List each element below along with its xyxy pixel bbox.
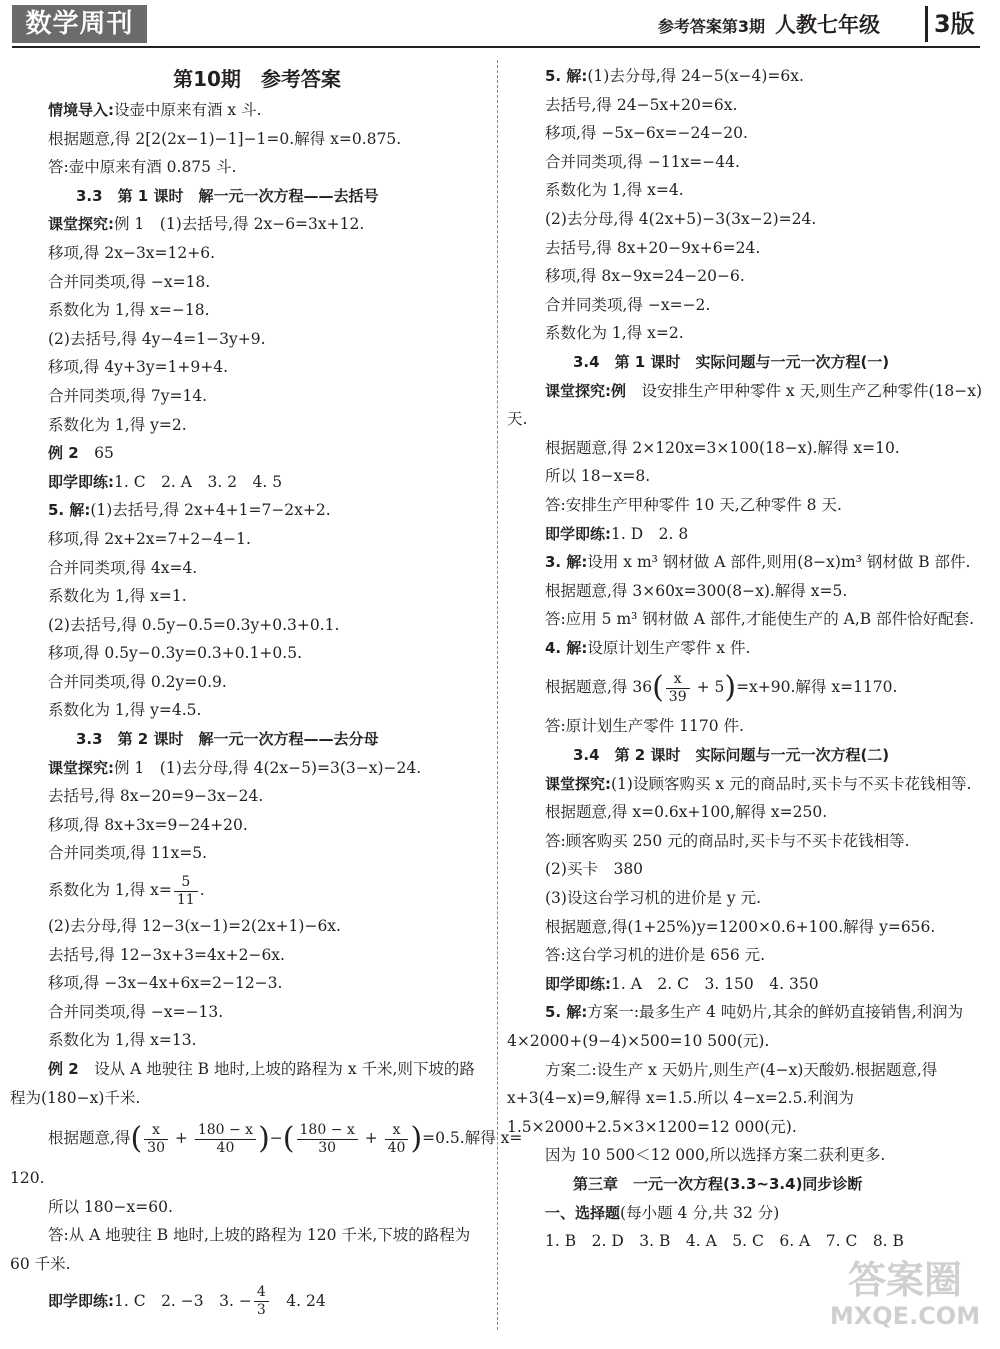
intro-line: 情境导入:设壶中原来有酒 x 斗. (48, 101, 262, 119)
answer-line: 移项,得 8x+3x=9−24+20. (48, 815, 248, 834)
answer-line: 3. 解:设用 x m³ 钢材做 A 部件,则用(8−x)m³ 钢材做 B 部件. (545, 553, 971, 572)
answer-line: (2)去分母,得 12−3(x−1)=2(2x+1)−6x. (48, 917, 341, 936)
answer-paragraph: 课堂探究:(1)设顾客购买 x 元的商品时,买卡与不买卡花钱相等. (545, 774, 972, 793)
answer-line: 根据题意,得 2×120x=3×100(18−x).解得 x=10. (545, 438, 900, 457)
choice-answers: 1. B 2. D 3. B 4. A 5. C 6. A 7. C 8. B (545, 1232, 904, 1251)
grade-label: 人教七年级 (775, 13, 880, 37)
header-rule (12, 46, 980, 48)
section-heading: 3.3 第 1 课时 解一元一次方程——去括号 (76, 186, 379, 205)
answer-paragraph: 5. 解:方案一:最多生产 4 吨奶片,其余的鲜奶直接销售,利润为 4×2000+(9−4)×500=10 500(元). (507, 1003, 964, 1050)
practice-answers: 即学即练:1. D 2. 8 (545, 524, 689, 543)
answer-line: 答:安排生产甲种零件 10 天,乙种零件 8 天. (545, 495, 842, 514)
answer-line: (2)去分母,得 4(2x+5)−3(3x−2)=24. (545, 209, 817, 228)
practice-answers: 即学即练:1. C 2. −3 3. − $\frac{4}{3}$ 4. 24 (48, 1284, 326, 1319)
answer-line: 5. 解:(1)去分母,得 24−5(x−4)=6x. (545, 67, 804, 85)
answer-line: 5. 解:(1)去括号,得 2x+4+1=7−2x+2. (48, 501, 331, 520)
answer-line: 根据题意,得 2[2(2x−1)−1]−1=0.解得 x=0.875. (48, 129, 402, 148)
page-title: 第10期 参考答案 (173, 67, 341, 91)
answer-paragraph: 答:应用 5 m³ 钢材做 A 部件,才能使生产的 A,B 部件恰好配套. (545, 610, 975, 629)
answer-line: 移项,得 −5x−6x=−24−20. (545, 124, 748, 143)
answer-paragraph: 答:从 A 地驶往 B 地时,上坡的路程为 120 千米,下坡的路程为 60 千米. (10, 1226, 471, 1273)
watermark-logo (820, 1258, 990, 1338)
answer-line: 移项,得 −3x−4x+6x=2−12−3. (48, 974, 283, 993)
chapter-heading: 第三章 一元一次方程(3.3~3.4)同步诊断 (573, 1174, 863, 1193)
newspaper-brand: 数学周刊 (12, 5, 147, 43)
answer-paragraph: 例 2 设从 A 地驶往 B 地时,上坡的路程为 x 千米,则下坡的路程为(180−x)千米. (10, 1060, 475, 1107)
fraction: $\frac{5}{11}$ (174, 874, 198, 909)
answer-line: (3)设这台学习机的进价是 y 元. (545, 889, 761, 908)
answer-line: 课堂探究:例 1 (1)去分母,得 4(2x−5)=3(3−x)−24. (48, 758, 422, 777)
answer-line: (2)去括号,得 0.5y−0.5=0.3y+0.3+0.1. (48, 615, 340, 634)
fraction: $\frac{x}{30}$ (144, 1122, 168, 1157)
answer-line: 系数化为 1,得 x=2. (545, 324, 684, 343)
equation-line: 根据题意,得( $\frac{x}{30}$ + $\frac{180 - x}{40}$ )−( $\frac{180 - x}{30}$ + $\frac{x}{40}$ )=0.5.解得 x= (48, 1121, 523, 1157)
answer-line: 移项,得 2x−3x=12+6. (48, 243, 216, 262)
answer-line: 答:壶中原来有酒 0.875 斗. (48, 158, 237, 177)
fraction: $\frac{x}{39}$ (666, 671, 690, 706)
answer-line: 去括号,得 8x−20=9−3x−24. (48, 787, 264, 806)
answer-line: (2)买卡 380 (545, 860, 644, 879)
page-header (0, 0, 1000, 48)
answer-line: 系数化为 1,得 x=13. (48, 1031, 197, 1050)
answer-line: 合并同类项,得 −11x=−44. (545, 152, 740, 171)
answer-line: 系数化为 1,得 y=2. (48, 415, 187, 434)
answer-line: 合并同类项,得 −x=−13. (48, 1002, 224, 1021)
answer-line: 答:顾客购买 250 元的商品时,买卡与不买卡花钱相等. (545, 831, 910, 850)
answer-line: 合并同类项,得 0.2y=0.9. (48, 672, 227, 691)
answer-line: 移项,得 8x−9x=24−20−6. (545, 267, 745, 286)
watermark-text: 答案圈 (847, 1258, 962, 1302)
answer-line: 课堂探究:例 1 (1)去括号,得 2x−6=3x+12. (48, 215, 365, 234)
edition-label: 3版 (934, 10, 975, 38)
answer-line: 去括号,得 12−3x+3=4x+2−6x. (48, 945, 285, 964)
issue-info (658, 10, 880, 42)
right-column (507, 62, 985, 1256)
answer-line: (2)去括号,得 4y−4=1−3y+9. (48, 329, 266, 348)
fraction: $\frac{180 - x}{30}$ (297, 1122, 358, 1157)
practice-answers: 即学即练:1. C 2. A 3. 2 4. 5 (48, 472, 283, 491)
answer-line: 根据题意,得 3×60x=300(8−x).解得 x=5. (545, 581, 848, 600)
answer-line: 根据题意,得(1+25%)y=1200×0.6+100.解得 y=656. (545, 917, 936, 936)
answer-line: 答:这台学习机的进价是 656 元. (545, 946, 766, 965)
practice-answers: 即学即练:1. A 2. C 3. 150 4. 350 (545, 974, 819, 993)
answer-line: 系数化为 1,得 x=1. (48, 587, 187, 606)
answer-line: 所以 180−x=60. (48, 1197, 173, 1216)
section-label: 一、选择题(每小题 4 分,共 32 分) (545, 1203, 780, 1222)
answer-line: 系数化为 1,得 x=4. (545, 181, 684, 200)
answer-line: 120. (10, 1169, 45, 1188)
section-heading: 3.3 第 2 课时 解一元一次方程——去分母 (76, 730, 379, 749)
issue-label: 参考答案第3期 (657, 17, 765, 36)
answer-line: 系数化为 1,得 x=−18. (48, 301, 210, 320)
fraction: $\frac{4}{3}$ (254, 1284, 269, 1319)
fraction: $\frac{180 - x}{40}$ (195, 1122, 256, 1157)
answer-line: 答:原计划生产零件 1170 件. (545, 717, 744, 736)
answer-line: 合并同类项,得 11x=5. (48, 844, 208, 863)
answer-line: 所以 18−x=8. (545, 467, 651, 486)
answer-line-fraction: 系数化为 1,得 x= $\frac{5}{11}$ . (48, 873, 205, 908)
answer-line: 移项,得 0.5y−0.3y=0.3+0.1+0.5. (48, 644, 302, 663)
left-column (10, 62, 523, 1323)
fraction: $\frac{x}{40}$ (385, 1122, 409, 1157)
watermark-url: MXQE.COM (829, 1302, 981, 1330)
answer-line: 因为 10 500＜12 000,所以选择方案二获利更多. (545, 1146, 886, 1165)
answer-line: 4. 解:设原计划生产零件 x 件. (545, 638, 751, 657)
answer-line: 例 2 65 (48, 444, 114, 463)
answer-line: 去括号,得 24−5x+20=6x. (545, 95, 738, 114)
section-heading: 3.4 第 2 课时 实际问题与一元一次方程(二) (573, 746, 890, 765)
answer-line: 合并同类项,得 4x=4. (48, 558, 198, 577)
answer-line: 去括号,得 8x+20−9x+6=24. (545, 238, 761, 257)
answer-paragraph: 方案二:设生产 x 天奶片,则生产(4−x)天酸奶.根据题意,得 x+3(4−x)=9,解得 x=1.5.所以 4−x=2.5.利润为 1.5×2000+2.5×3×1200=12 000(元). (507, 1060, 938, 1136)
answer-line: 系数化为 1,得 y=4.5. (48, 701, 202, 720)
answer-line: 根据题意,得 x=0.6x+100,解得 x=250. (545, 803, 828, 822)
answer-line: 移项,得 2x+2x=7+2−4−1. (48, 529, 251, 548)
equation-line: 根据题意,得 36( $\frac{x}{39}$ + 5)=x+90.解得 x=1170. (545, 670, 898, 706)
answer-paragraph: 课堂探究:例 设安排生产甲种零件 x 天,则生产乙种零件(18−x)天. (507, 381, 983, 429)
answer-line: 移项,得 4y+3y=1+9+4. (48, 358, 229, 377)
answer-line: 合并同类项,得 −x=−2. (545, 295, 711, 314)
answer-line: 合并同类项,得 7y=14. (48, 386, 208, 405)
edition-divider (925, 6, 928, 42)
section-heading: 3.4 第 1 课时 实际问题与一元一次方程(一) (573, 352, 890, 371)
answer-line: 合并同类项,得 −x=18. (48, 272, 211, 291)
